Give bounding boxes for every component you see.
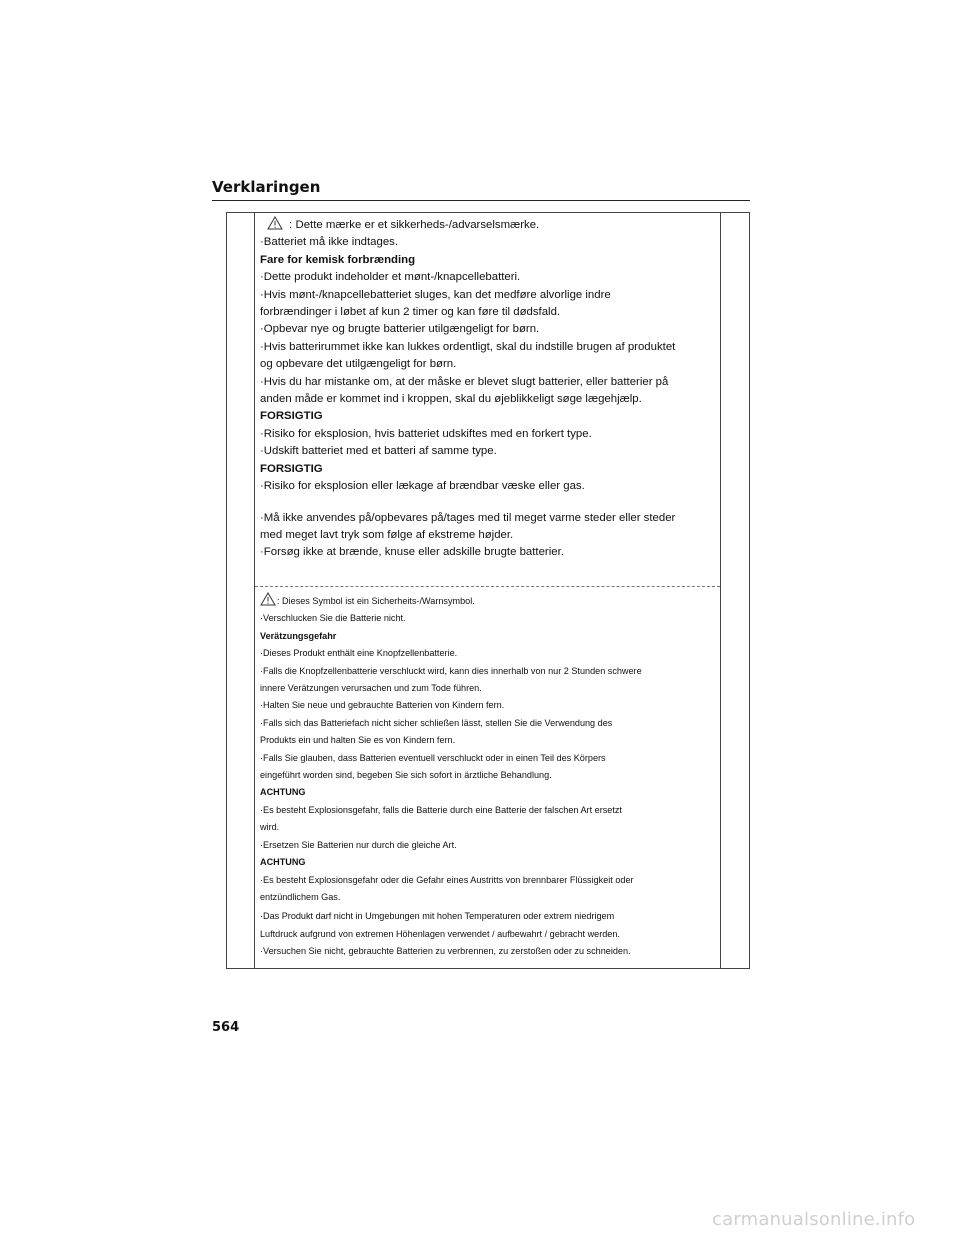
- german-symbol-line: [260, 592, 716, 610]
- warning-text-line: ·Dette produkt indeholder et mønt-/knapcellebatteri.: [260, 271, 521, 284]
- title-rule: [212, 200, 750, 201]
- warning-text-line: ·Es besteht Explosionsgefahr, falls die Batterie durch eine Batterie der falschen Art ersetzt: [260, 804, 622, 815]
- watermark: carmanualsonline.info: [712, 1209, 916, 1230]
- page-number: 564: [212, 1020, 240, 1035]
- danish-warning-block: [260, 216, 716, 562]
- warning-text-line: eingeführt worden sind, begeben Sie sich sofort in ärztliche Behandlung.: [260, 770, 552, 781]
- warning-heading: FORSIGTIG: [260, 462, 323, 475]
- warning-text-line: innere Verätzungen verursachen und zum Tode führen.: [260, 683, 482, 694]
- warning-text-line: ·Forsøg ikke at brænde, knuse eller adskille brugte batterier.: [260, 546, 564, 559]
- warning-text-line: ·Halten Sie neue und gebrauchte Batterien von Kindern fern.: [260, 700, 505, 711]
- warning-text-line: og opbevare det utilgængeligt for børn.: [260, 358, 457, 371]
- warning-text-line: ·Hvis mønt-/knapcellebatteriet sluges, kan det medføre alvorlige indre: [260, 288, 611, 301]
- warning-heading: Verätzungsgefahr: [260, 630, 337, 641]
- warning-text-line: anden måde er kommet ind i kroppen, skal du øjeblikkeligt søge lægehjælp.: [260, 393, 642, 406]
- warning-text-line: ·Verschlucken Sie die Batterie nicht.: [260, 613, 406, 624]
- german-lines: [260, 610, 716, 960]
- warning-text-line: ·Dieses Produkt enthält eine Knopfzellenbatterie.: [260, 648, 458, 659]
- warning-text-line: forbrændinger i løbet af kun 2 timer og kan føre til dødsfald.: [260, 306, 561, 319]
- warning-text-line: ·Må ikke anvendes på/opbevares på/tages med til meget varme steder eller steder: [260, 511, 676, 524]
- warning-triangle-icon: [260, 592, 276, 606]
- warning-text-line: ·Es besteht Explosionsgefahr oder die Gefahr eines Austritts von brennbarer Flüssigkeit oder: [260, 874, 634, 885]
- warning-text-line: ·Versuchen Sie nicht, gebrauchte Batterien zu verbrennen, zu zerstoßen oder zu schneiden.: [260, 946, 631, 957]
- section-title: Verklaringen: [212, 178, 321, 196]
- danish-symbol-note: : Dette mærke er et sikkerheds-/advarselsmærke.: [289, 219, 540, 231]
- warning-text-line: ·Das Produkt darf nicht in Umgebungen mit hohen Temperaturen oder extrem niedrigem: [260, 911, 615, 922]
- warning-text-line: ·Ersetzen Sie Batterien nur durch die gleiche Art.: [260, 839, 457, 850]
- danish-lines: [260, 234, 716, 561]
- warning-text-line: ·Risiko for eksplosion, hvis batteriet udskiftes med en forkert type.: [260, 427, 592, 440]
- warning-text-line: ·Falls sich das Batteriefach nicht sicher schließen lässt, stellen Sie die Verwendung des: [260, 717, 613, 728]
- danish-symbol-line: [260, 216, 716, 234]
- language-separator: [255, 586, 720, 587]
- warning-heading: ACHTUNG: [260, 857, 306, 868]
- warning-triangle-icon: [267, 216, 283, 230]
- table-inner-border-right: [720, 212, 721, 969]
- warning-text-line: wird.: [260, 822, 280, 833]
- warning-text-line: Luftdruck aufgrund von extremen Höhenlagen verwendet / aufbewahrt / gebracht werden.: [260, 928, 620, 939]
- warning-heading: Fare for kemisk forbrænding: [260, 253, 416, 266]
- warning-text-line: ·Hvis du har mistanke om, at der måske er blevet slugt batterier, eller batterier på: [260, 375, 669, 388]
- warning-text-line: ·Falls die Knopfzellenbatterie verschluckt wird, kann dies innerhalb von nur 2 Stunden schwere: [260, 665, 642, 676]
- warning-text-line: ·Falls Sie glauben, dass Batterien eventuell verschluckt oder in einen Teil des Körpers: [260, 752, 606, 763]
- german-warning-block: [260, 592, 716, 961]
- warning-heading: FORSIGTIG: [260, 410, 323, 423]
- paragraph-gap: [260, 496, 716, 510]
- warning-text-line: Produkts ein und halten Sie es von Kindern fern.: [260, 735, 456, 746]
- warning-text-line: ·Hvis batterirummet ikke kan lukkes ordentligt, skal du indstille brugen af produktet: [260, 340, 676, 353]
- table-inner-border-left: [254, 212, 255, 969]
- warning-text-line: entzündlichem Gas.: [260, 891, 341, 902]
- german-symbol-note: : Dieses Symbol ist ein Sicherheits-/Warnsymbol.: [277, 596, 475, 606]
- warning-text-line: ·Risiko for eksplosion eller lækage af brændbar væske eller gas.: [260, 480, 585, 493]
- warning-text-line: ·Opbevar nye og brugte batterier utilgængeligt for børn.: [260, 323, 540, 336]
- warning-text-line: ·Udskift batteriet med et batteri af samme type.: [260, 445, 497, 458]
- warning-text-line: ·Batteriet må ikke indtages.: [260, 236, 399, 249]
- warning-text-line: med meget lavt tryk som følge af ekstreme højder.: [260, 528, 514, 541]
- warning-heading: ACHTUNG: [260, 787, 306, 798]
